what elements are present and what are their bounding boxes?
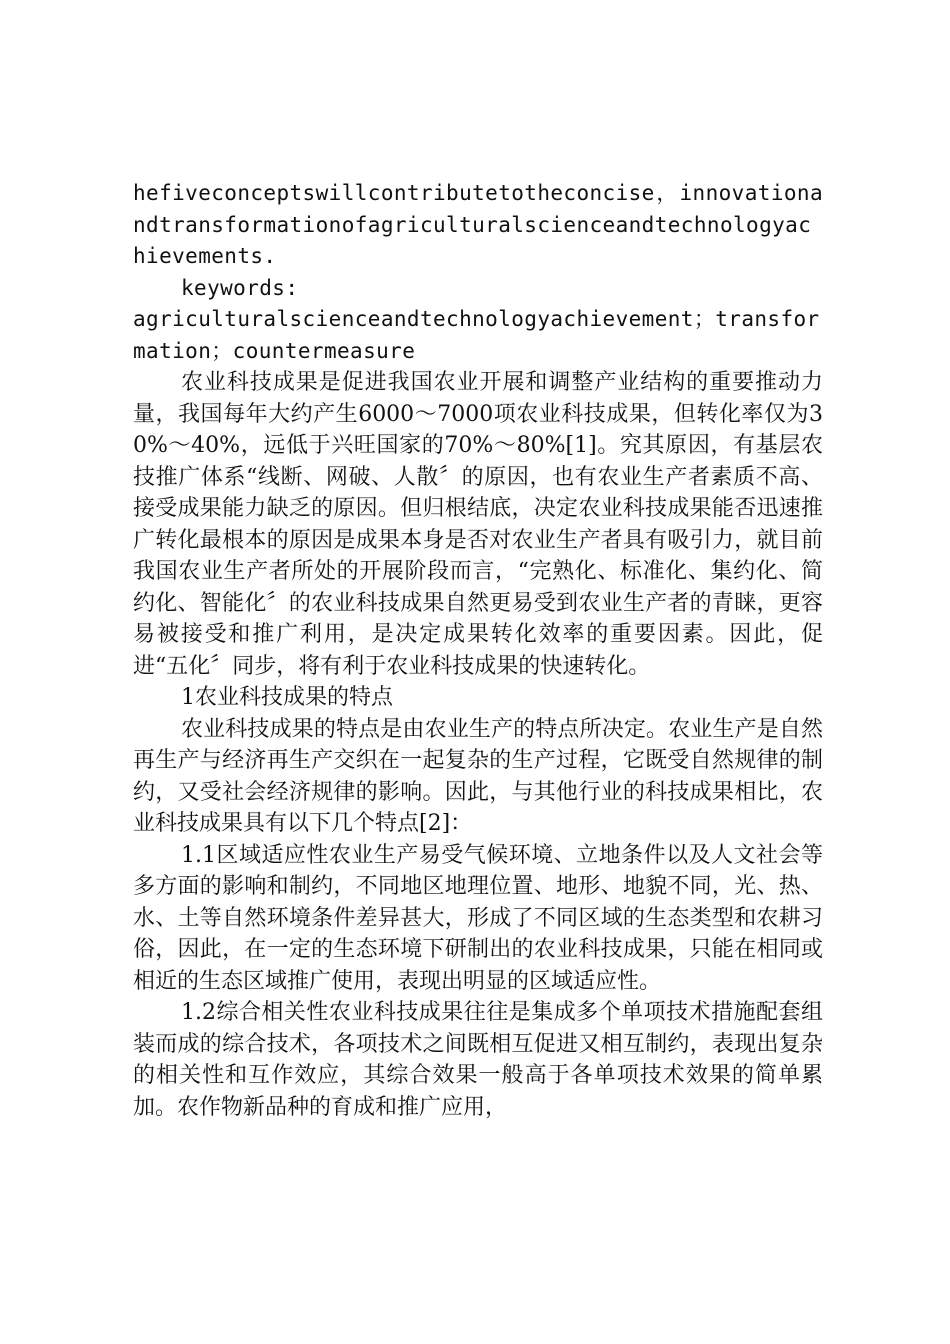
keywords-text: agriculturalscienceandtechnologyachievement；transformation；countermeasure [133, 307, 820, 363]
section-1-heading: 1农业科技成果的特点 [181, 685, 393, 710]
section-1-paragraph: 农业科技成果的特点是由农业生产的特点所决定。农业生产是自然再生产与经济再生产交织在一起复杂的生产过程，它既受自然规律的制约，又受社会经济规律的影响。因此，与其他行业的科技成果相比，农业科技成果具有以下几个特点[2]： [133, 716, 823, 836]
section-1-2-paragraph: 1.2综合相关性农业科技成果往往是集成多个单项技术措施配套组装而成的综合技术，各项技术之间既相互促进又相互制约，表现出复杂的相关性和互作效应，其综合效果一般高于各单项技术效果的简单累加。农作物新品种的育成和推广应用， [133, 1000, 823, 1120]
intro-paragraph: 农业科技成果是促进我国农业开展和调整产业结构的重要推动力量，我国每年大约产生6000～7000项农业科技成果，但转化率仅为30%～40%，远低于兴旺国家的70%～80%[1]。究其原因，有基层农技推广体系“线断、网破、人散〞的原因，也有农业生产者素质不高、接受成果能力缺乏的原因。但归根结底，决定农业科技成果能否迅速推广转化最根本的原因是成果本身是否对农业生产者具有吸引力，就目前我国农业生产者所处的开展阶段而言，“完熟化、标准化、集约化、简约化、智能化〞的农业科技成果自然更易受到农业生产者的青睐，更容易被接受和推广利用，是决定成果转化效率的重要因素。因此，促进“五化〞同步，将有利于农业科技成果的快速转化。 [133, 370, 823, 679]
keywords-label: keywords: [181, 275, 299, 300]
section-1-1-paragraph: 1.1区域适应性农业生产易受气候环境、立地条件以及人文社会等多方面的影响和制约，不同地区地理位置、地形、地貌不同，光、热、水、土等自然环境条件差异甚大，形成了不同区域的生态类型和农耕习俗，因此，在一定的生态环境下研制出的农业科技成果，只能在相同或相近的生态区域推广使用，表现出明显的区域适应性。 [133, 842, 823, 994]
document-body [133, 178, 823, 1123]
abstract-tail-text: hefiveconceptswillcontributetotheconcise，innovationandtransformationofagriculturalscienceandtechnologyachievements. [133, 181, 823, 268]
